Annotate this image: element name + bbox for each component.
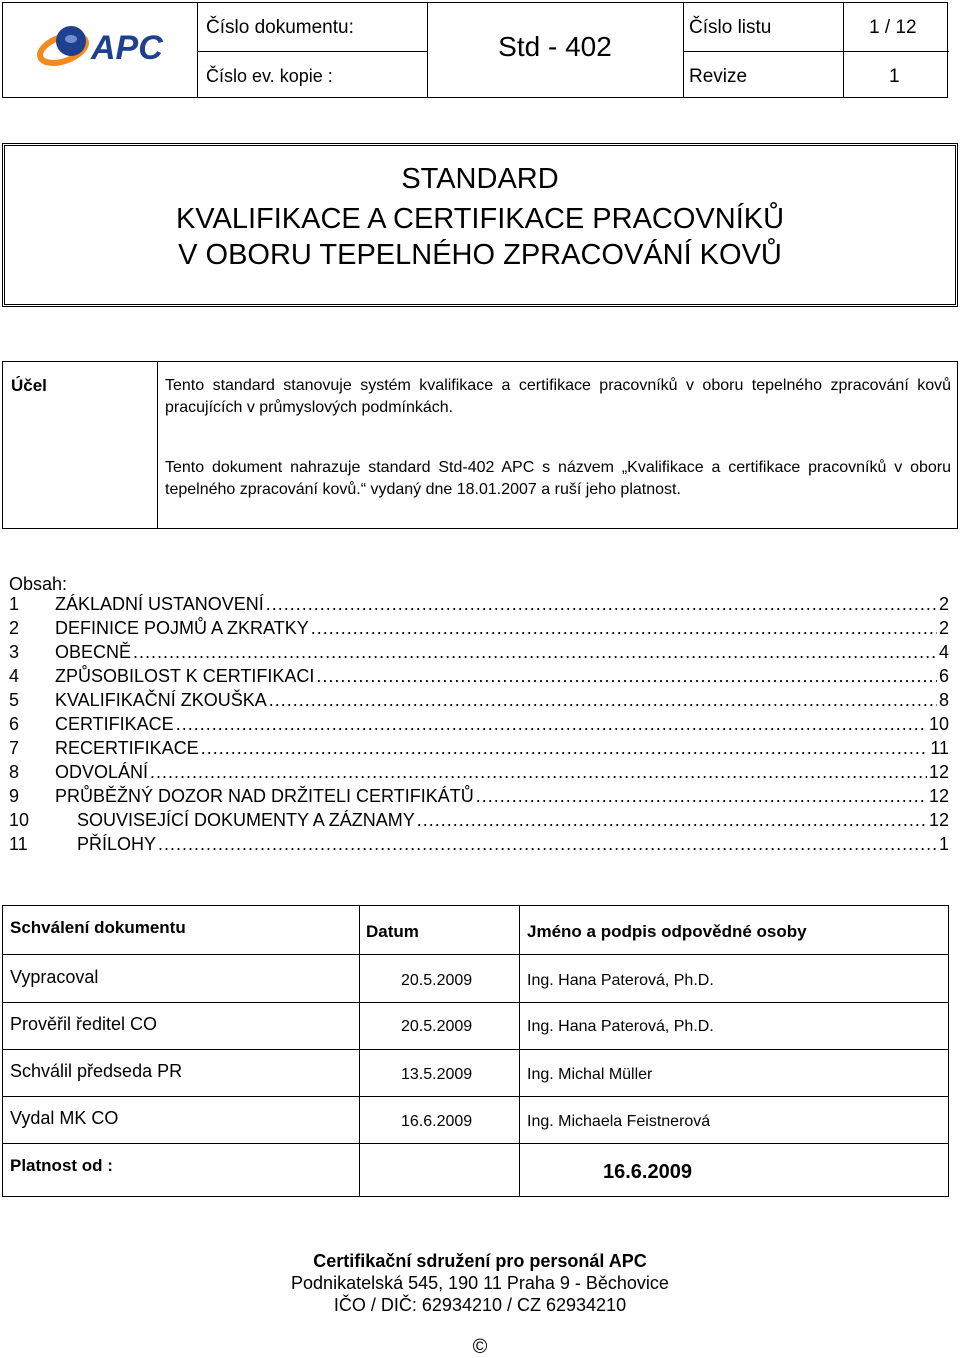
doc-number-label: Číslo dokumentu: [206, 17, 354, 38]
title-line-1: STANDARD [401, 163, 559, 195]
toc-item[interactable]: 1 ZÁKLADNÍ USTANOVENÍ ..... 2 [9, 592, 949, 616]
footer-ids: IČO / DIČ: 62934210 / CZ 62934210 [333, 1295, 627, 1315]
copyright-icon: © [472, 1336, 488, 1358]
toc-item[interactable]: 9 PRŮBĚŽNÝ DOZOR NAD DRŽITELI CERTIFIKÁTŮ ..... 12 [9, 784, 949, 808]
apc-logo [31, 17, 173, 73]
approval-person: Ing. Michaela Feistnerová [527, 1113, 711, 1130]
toc-item[interactable]: 7 RECERTIFIKACE ..... 11 [9, 736, 949, 760]
toc-item[interactable]: 6 CERTIFIKACE ..... 10 [9, 712, 949, 736]
toc-item[interactable]: 4 ZPŮSOBILOST K CERTIFIKACI ..... 6 [9, 664, 949, 688]
table-of-contents [9, 592, 949, 856]
footer-address: Podnikatelská 545, 190 11 Praha 9 - Běchovice [291, 1273, 669, 1293]
purpose-paragraph-1: Tento standard stanovuje systém kvalifikace a certifikace pracovníků v oboru tepelného zpracování kovů pracujících v průmyslových podmínkách. [165, 377, 951, 416]
approval-date: 16.6.2009 [401, 1113, 473, 1130]
toc-item[interactable]: 5 KVALIFIKAČNÍ ZKOUŠKA ..... 8 [9, 688, 949, 712]
doc-id: Std - 402 [498, 31, 612, 62]
sheet-label: Číslo listu [689, 17, 772, 38]
approval-person: Ing. Hana Paterová, Ph.D. [527, 972, 714, 989]
approval-header-document: Schválení dokumentu [10, 918, 186, 937]
toc-item[interactable]: 3 OBECNĚ ..... 4 [9, 640, 949, 664]
approval-date: 13.5.2009 [401, 1066, 473, 1083]
copy-number-label: Číslo ev. kopie : [206, 66, 333, 86]
sheet-value: 1 / 12 [869, 17, 917, 38]
revision-label: Revize [689, 66, 748, 87]
toc-title: Obsah: [9, 574, 68, 594]
title-line-3: V OBORU TEPELNÉHO ZPRACOVÁNÍ KOVŮ [178, 239, 782, 271]
approval-role: Vydal MK CO [10, 1108, 119, 1128]
approval-header-date: Datum [366, 922, 419, 941]
approval-date: 20.5.2009 [401, 1018, 473, 1035]
toc-item[interactable]: 2 DEFINICE POJMŮ A ZKRATKY ..... 2 [9, 616, 949, 640]
valid-from-date: 16.6.2009 [603, 1161, 692, 1183]
purpose-paragraph-2: Tento dokument nahrazuje standard Std-402 APC s názvem „Kvalifikace a certifikace pracovníků v oboru tepelného zpracování kovů.“ vydaný dne 18.01.2007 a ruší jeho platnost. [165, 459, 951, 498]
title-line-2: KVALIFIKACE A CERTIFIKACE PRACOVNÍKŮ [175, 203, 785, 235]
approval-role: Vypracoval [10, 967, 99, 987]
approval-role: Prověřil ředitel CO [10, 1014, 158, 1034]
toc-item[interactable]: 11 PŘÍLOHY ..... 1 [9, 832, 949, 856]
approval-header-name: Jméno a podpis odpovědné osoby [527, 922, 807, 941]
revision-value: 1 [889, 66, 900, 87]
purpose-label: Účel [11, 376, 47, 395]
approval-person: Ing. Michal Müller [527, 1066, 653, 1083]
document-header [2, 2, 948, 98]
purpose-table [2, 361, 958, 529]
valid-from-label: Platnost od : [10, 1156, 113, 1175]
approval-person: Ing. Hana Paterová, Ph.D. [527, 1018, 714, 1035]
approval-role: Schválil předseda PR [10, 1061, 183, 1081]
toc-item[interactable]: 10 SOUVISEJÍCÍ DOKUMENTY A ZÁZNAMY ..... 12 [9, 808, 949, 832]
toc-item[interactable]: 8 ODVOLÁNÍ ..... 12 [9, 760, 949, 784]
title-box [2, 143, 958, 307]
approval-date: 20.5.2009 [401, 972, 473, 989]
svg-text:APC: APC [91, 29, 163, 67]
approval-table [2, 905, 949, 1197]
footer-org-name: Certifikační sdružení pro personál APC [313, 1251, 647, 1271]
